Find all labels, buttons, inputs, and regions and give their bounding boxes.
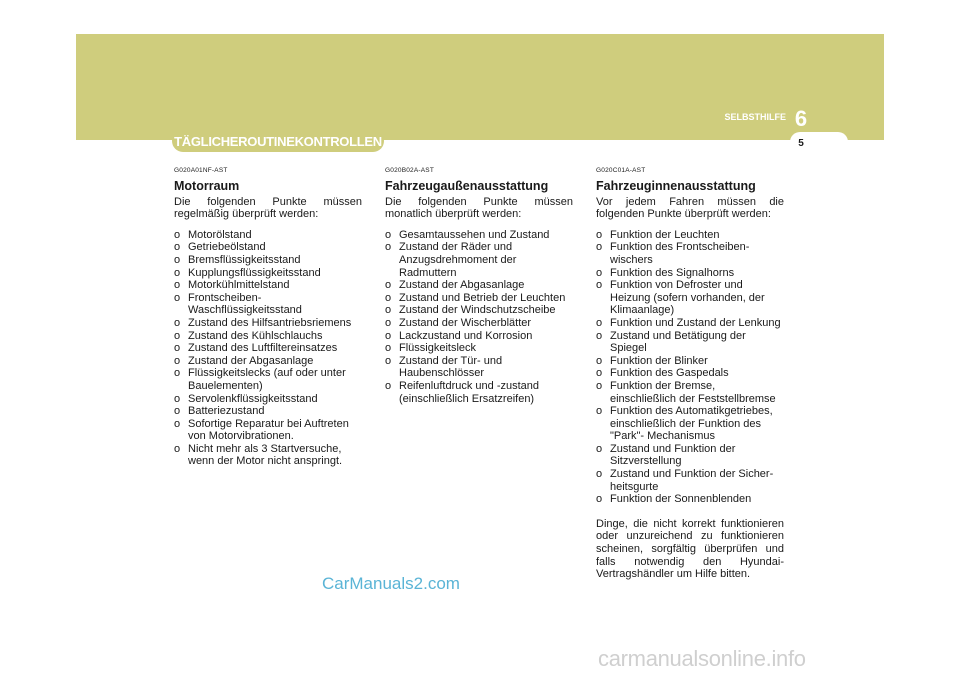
bullet-marker: o <box>385 291 392 304</box>
checklist-item-text: Funktion und Zustand der Lenkung <box>610 316 781 329</box>
bullet-marker: o <box>596 329 603 342</box>
bullet-marker: o <box>596 241 603 254</box>
bullet-marker: o <box>174 228 181 241</box>
checklist-item-text: Funktion von Defroster und Heizung (sofern vorhanden, der Klimaanlage) <box>610 279 765 317</box>
bullet-marker: o <box>596 442 603 455</box>
checklist-item <box>385 355 573 380</box>
checklist-item <box>174 443 362 468</box>
checklist-item-text: Funktion der Leuchten <box>610 228 720 241</box>
bullet-marker: o <box>174 241 181 254</box>
bullet-marker: o <box>385 228 392 241</box>
bullet-marker: o <box>174 405 181 418</box>
section-intro: Die folgenden Punkte müssen regelmäßig überprüft werden: <box>174 195 362 221</box>
bullet-marker: o <box>385 329 392 342</box>
footer-watermark: carmanualsonline.info <box>598 646 806 671</box>
checklist-item-text: Funktion des Gaspedals <box>610 367 729 380</box>
checklist-item <box>596 330 784 355</box>
checklist-item <box>596 367 784 380</box>
checklist-item <box>596 443 784 468</box>
bullet-marker: o <box>596 367 603 380</box>
checklist-item-text: Zustand der Windschutzscheibe <box>399 304 556 317</box>
checklist-item-text: Gesamtaussehen und Zustand <box>399 228 550 241</box>
checklist-item-text: Zustand und Funktion der Sitzverstellung <box>610 442 736 468</box>
checklist-item <box>174 405 362 418</box>
section-heading: Fahrzeugaußenausstattung <box>385 178 549 193</box>
checklist-item-text: Zustand und Betrieb der Leuchten <box>399 291 566 304</box>
checklist-item <box>174 279 362 292</box>
bullet-marker: o <box>174 392 181 405</box>
column-interior <box>596 165 784 592</box>
section-intro: Vor jedem Fahren müssen die folgenden Punkte überprüft werden: <box>596 195 784 221</box>
checklist-item-text: Flüssigkeitsleck <box>399 342 477 355</box>
bullet-marker: o <box>596 379 603 392</box>
checklist-item <box>385 304 573 317</box>
section-code: G020C01A-AST <box>596 167 646 174</box>
column-exterior <box>385 165 573 405</box>
checklist-item <box>596 267 784 280</box>
bullet-marker: o <box>174 253 181 266</box>
checklist-item <box>174 330 362 343</box>
bullet-marker: o <box>174 329 181 342</box>
checklist <box>596 229 784 506</box>
page-number: 5 <box>798 138 804 149</box>
bullet-marker: o <box>596 279 603 292</box>
bullet-marker: o <box>385 304 392 317</box>
checklist-item <box>174 342 362 355</box>
checklist-item <box>385 317 573 330</box>
bullet-marker: o <box>596 493 603 506</box>
checklist-item-text: Sofortige Reparatur bei Auftreten von Motorvibrationen. <box>188 417 349 443</box>
checklist-item-text: Motorkühlmittelstand <box>188 279 290 292</box>
bullet-marker: o <box>596 316 603 329</box>
bullet-marker: o <box>385 316 392 329</box>
chapter-title: SELBSTHILFE <box>724 112 786 122</box>
checklist-item <box>596 279 784 317</box>
checklist-item <box>596 405 784 443</box>
closing-note: Dinge, die nicht korrekt funktionieren oder unzureichend zu funktionieren scheinen, sorgfältig überprüfen und falls notwendig den Hyundai-Vertragshändler um Hilfe bitten. <box>596 517 784 581</box>
checklist-item <box>385 229 573 242</box>
checklist-item-text: Servolenkflüssigkeitsstand <box>188 392 318 405</box>
checklist-item-text: Frontscheiben-Waschflüssigkeitsstand <box>188 291 302 317</box>
bullet-marker: o <box>174 354 181 367</box>
checklist-item <box>174 254 362 267</box>
checklist-item-text: Funktion des Signalhorns <box>610 266 735 279</box>
bullet-marker: o <box>174 442 181 455</box>
checklist-item <box>174 292 362 317</box>
section-title-tab: TÄGLICHEROUTINEKONTROLLEN <box>172 130 384 152</box>
bullet-marker: o <box>174 266 181 279</box>
bullet-marker: o <box>385 379 392 392</box>
checklist-item-text: Zustand des Kühlschlauchs <box>188 329 323 342</box>
checklist-item <box>385 241 573 279</box>
bullet-marker: o <box>174 417 181 430</box>
section-heading: Motorraum <box>174 178 240 193</box>
checklist-item-text: Zustand der Abgasanlage <box>188 354 314 367</box>
checklist-item-text: Funktion der Blinker <box>610 354 708 367</box>
checklist-item-text: Lackzustand und Korrosion <box>399 329 533 342</box>
checklist-item-text: Zustand des Luftfiltereinsatzes <box>188 342 338 355</box>
checklist-item-text: Funktion der Sonnenblenden <box>610 493 752 506</box>
bullet-marker: o <box>596 354 603 367</box>
bullet-marker: o <box>174 316 181 329</box>
bullet-marker: o <box>596 228 603 241</box>
checklist-item-text: Motorölstand <box>188 228 252 241</box>
section-code: G020A01NF-AST <box>174 167 228 174</box>
bullet-marker: o <box>596 405 603 418</box>
checklist-item <box>174 393 362 406</box>
checklist-item <box>174 317 362 330</box>
bullet-marker: o <box>385 354 392 367</box>
checklist-item-text: Funktion des Automatikgetriebes, einschließlich der Funktion des "Park"- Mechanismus <box>610 405 773 443</box>
checklist-item <box>174 267 362 280</box>
checklist-item <box>385 380 573 405</box>
bullet-marker: o <box>174 367 181 380</box>
section-code: G020B02A-AST <box>385 167 435 174</box>
checklist <box>174 229 362 468</box>
checklist-item <box>596 493 784 506</box>
column-engine-bay <box>174 165 362 468</box>
bullet-marker: o <box>385 241 392 254</box>
bullet-marker: o <box>174 342 181 355</box>
checklist-item <box>385 292 573 305</box>
checklist-item <box>596 317 784 330</box>
section-heading: Fahrzeuginnenausstattung <box>596 178 756 193</box>
header-band <box>76 34 884 140</box>
checklist-item-text: Flüssigkeitslecks (auf oder unter Bauelementen) <box>188 367 346 392</box>
checklist-item-text: Zustand und Betätigung der Spiegel <box>610 329 746 355</box>
checklist-item <box>385 279 573 292</box>
checklist-item-text: Nicht mehr als 3 Startversuche, wenn der Motor nicht anspringt. <box>188 442 343 468</box>
checklist-item <box>174 367 362 392</box>
bullet-marker: o <box>385 342 392 355</box>
checklist-item-text: Zustand der Wischerblätter <box>399 316 532 329</box>
checklist-item-text: Batteriezustand <box>188 405 265 418</box>
checklist-item <box>174 355 362 368</box>
bullet-marker: o <box>596 468 603 481</box>
checklist <box>385 229 573 405</box>
bullet-marker: o <box>596 266 603 279</box>
bullet-marker: o <box>385 279 392 292</box>
bullet-marker: o <box>174 291 181 304</box>
checklist-item <box>385 330 573 343</box>
checklist-item-text: Kupplungsflüssigkeitsstand <box>188 266 321 279</box>
checklist-item <box>596 468 784 493</box>
checklist-item <box>596 229 784 242</box>
checklist-item <box>174 229 362 242</box>
checklist-item-text: Zustand der Räder und Anzugsdrehmoment der Radmuttern <box>399 241 517 279</box>
section-intro: Die folgenden Punkte müssen monatlich überprüft werden: <box>385 195 573 221</box>
checklist-item <box>174 418 362 443</box>
checklist-item-text: Zustand und Funktion der Sicher-heitsgurte <box>610 468 774 493</box>
checklist-item <box>596 380 784 405</box>
checklist-item-text: Reifenluftdruck und -zustand (einschließlich Ersatzreifen) <box>399 379 540 405</box>
checklist-item-text: Zustand der Tür- und Haubenschlösser <box>399 354 503 380</box>
checklist-item-text: Zustand des Hilfsantriebsriemens <box>188 316 352 329</box>
checklist-item-text: Zustand der Abgasanlage <box>399 279 525 292</box>
checklist-item <box>174 241 362 254</box>
bullet-marker: o <box>174 279 181 292</box>
checklist-item-text: Funktion der Bremse, einschließlich der Feststellbremse <box>610 379 776 405</box>
checklist-item <box>385 342 573 355</box>
checklist-item-text: Bremsflüssigkeitsstand <box>188 253 301 266</box>
checklist-item-text: Getriebeölstand <box>188 241 266 254</box>
chapter-number: 6 <box>794 106 808 131</box>
watermark-link[interactable]: CarManuals2.com <box>322 574 460 593</box>
checklist-item-text: Funktion des Frontscheiben-wischers <box>610 241 750 266</box>
checklist-item <box>596 241 784 266</box>
checklist-item <box>596 355 784 368</box>
